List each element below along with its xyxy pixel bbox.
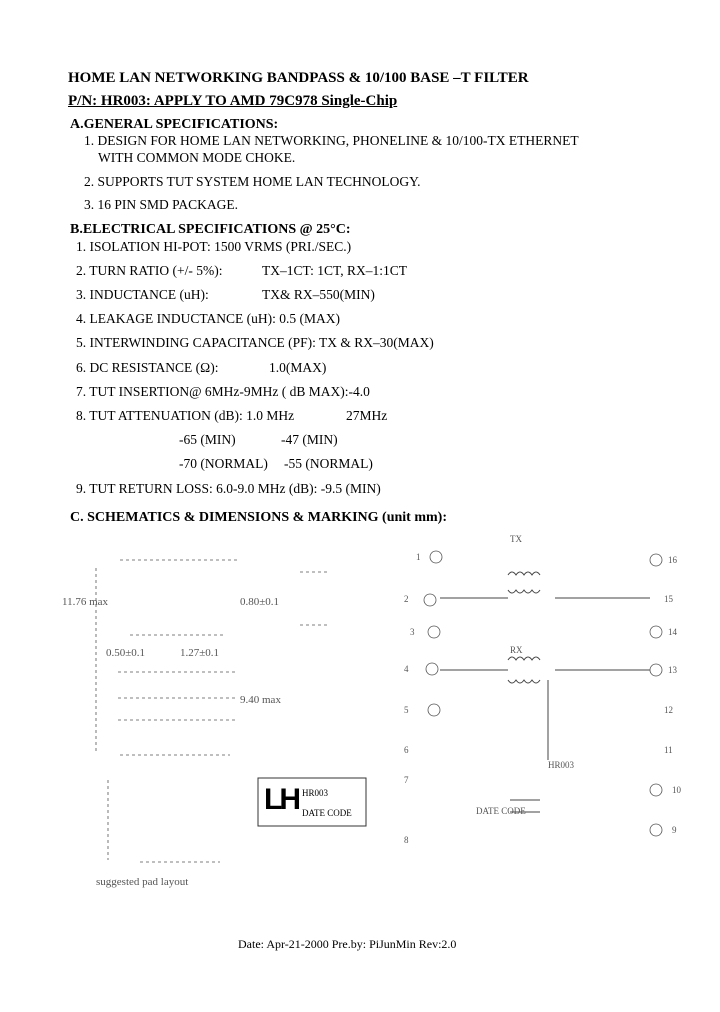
pin-5: 5 xyxy=(404,705,409,715)
logo: LH xyxy=(264,783,298,816)
spec-b-6-value: 1.0(MAX) xyxy=(269,360,327,375)
section-b-heading: B.ELECTRICAL SPECIFICATIONS @ 25°C: xyxy=(70,222,351,237)
spec-a-3: 3. 16 PIN SMD PACKAGE. xyxy=(84,197,239,212)
pin-12: 12 xyxy=(664,705,673,715)
spec-b-8-normal-1: -70 (NORMAL) xyxy=(179,456,268,471)
schematic-part-label: HR003 xyxy=(548,760,575,770)
pin-9: 9 xyxy=(672,825,677,835)
spec-a-1: 1. DESIGN FOR HOME LAN NETWORKING, PHONELINE & 10/100-TX ETHERNET xyxy=(84,133,579,148)
dim-label-lead-width: 0.80±0.1 xyxy=(240,596,280,608)
footer-revision: Date: Apr-21-2000 Pre.by: PiJunMin Rev:2.0 xyxy=(238,937,457,951)
schematic-date-code: DATE CODE xyxy=(476,806,526,816)
schematic-rx-label: RX xyxy=(510,645,523,655)
pin-15: 15 xyxy=(664,594,673,604)
spec-b-8: 8. TUT ATTENUATION (dB): 1.0 MHz xyxy=(76,408,295,423)
marking-part: HR003 xyxy=(302,788,329,798)
spec-b-3-value: TX& RX–550(MIN) xyxy=(262,287,375,302)
pin-3: 3 xyxy=(410,627,415,637)
dim-label-width: 9.40 max xyxy=(240,694,281,706)
spec-b-5: 5. INTERWINDING CAPACITANCE (PF): TX & RX–30(MAX) xyxy=(76,335,434,350)
spec-b-7: 7. TUT INSERTION@ 6MHz-9MHz ( dB MAX):-4.0 xyxy=(76,384,370,399)
spec-b-2: 2. TURN RATIO (+/- 5%): xyxy=(76,263,223,278)
pin-2: 2 xyxy=(404,594,409,604)
dim-label-length: 11.76 max xyxy=(62,596,109,608)
pin-13: 13 xyxy=(668,665,677,675)
dim-label-pitch: 1.27±0.1 xyxy=(180,647,220,659)
spec-b-9: 9. TUT RETURN LOSS: 6.0-9.0 MHz (dB): -9.5 (MIN) xyxy=(76,481,381,496)
spec-b-2-value: TX–1CT: 1CT, RX–1:1CT xyxy=(262,263,407,278)
pad-layout-label: suggested pad layout xyxy=(96,876,189,888)
dim-label-lead-thickness: 0.50±0.1 xyxy=(106,647,146,659)
spec-b-8-min-1: -65 (MIN) xyxy=(179,432,236,447)
pin-10: 10 xyxy=(672,785,681,795)
pin-8: 8 xyxy=(404,835,409,845)
section-c-heading: C. SCHEMATICS & DIMENSIONS & MARKING (unit mm): xyxy=(70,510,447,525)
document-title: HOME LAN NETWORKING BANDPASS & 10/100 BASE –T FILTER xyxy=(68,70,529,86)
spec-a-1-cont: WITH COMMON MODE CHOKE. xyxy=(98,150,296,165)
pin-6: 6 xyxy=(404,745,409,755)
spec-b-1: 1. ISOLATION HI-POT: 1500 VRMS (PRI./SEC.) xyxy=(76,239,352,254)
pin-4: 4 xyxy=(404,664,409,674)
spec-b-6: 6. DC RESISTANCE (Ω): xyxy=(76,360,219,375)
pin-7: 7 xyxy=(404,775,409,785)
spec-b-8-normal-2: -55 (NORMAL) xyxy=(284,456,373,471)
spec-a-2: 2. SUPPORTS TUT SYSTEM HOME LAN TECHNOLOGY. xyxy=(84,174,421,189)
spec-b-8-col2: 27MHz xyxy=(346,408,388,423)
pin-14: 14 xyxy=(668,627,677,637)
pin-1: 1 xyxy=(416,552,421,562)
marking-date-code: DATE CODE xyxy=(302,808,352,818)
pin-11: 11 xyxy=(664,745,673,755)
pin-16: 16 xyxy=(668,555,677,565)
spec-b-8-min-2: -47 (MIN) xyxy=(281,432,338,447)
spec-b-3: 3. INDUCTANCE (uH): xyxy=(76,287,209,302)
schematic-tx-label: TX xyxy=(510,534,522,544)
part-number: P/N: HR003: APPLY TO AMD 79C978 Single-Chip xyxy=(68,93,398,109)
spec-b-4: 4. LEAKAGE INDUCTANCE (uH): 0.5 (MAX) xyxy=(76,311,341,326)
section-a-heading: A.GENERAL SPECIFICATIONS: xyxy=(70,117,279,132)
